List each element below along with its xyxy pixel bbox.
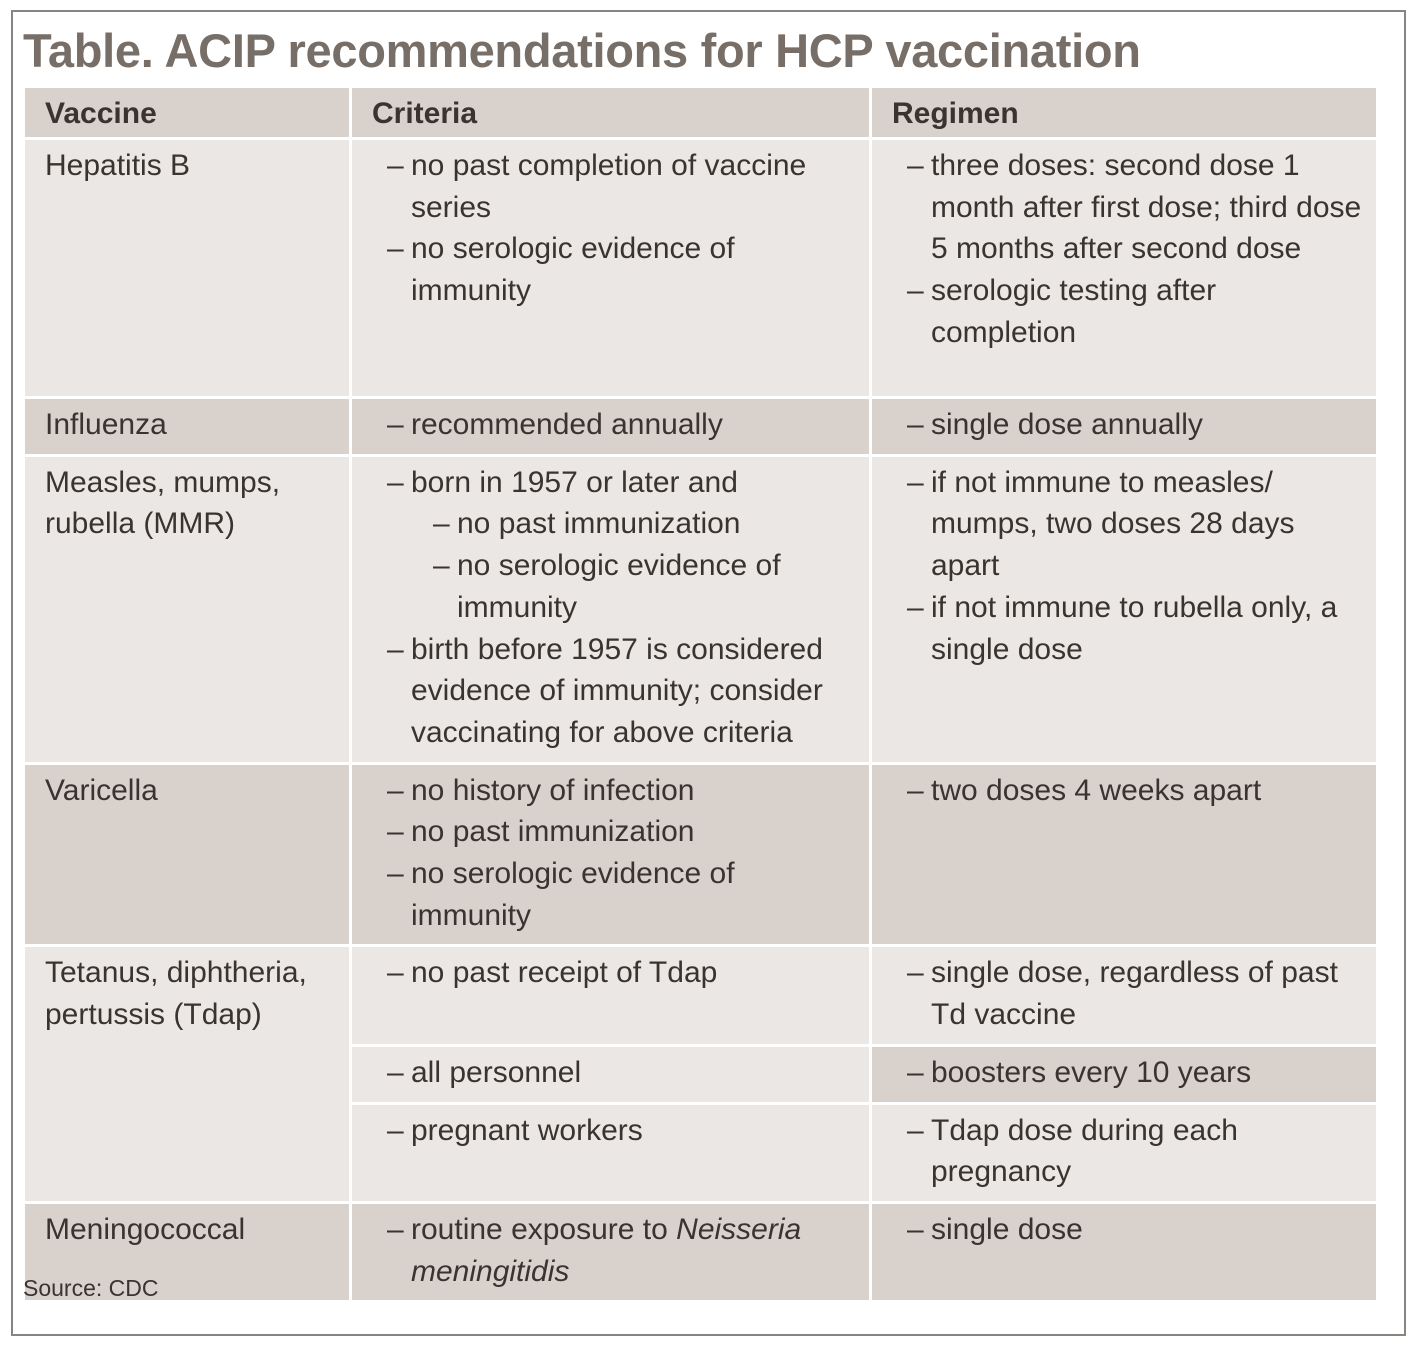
table-row [24,946,1378,1045]
list-item: – three doses: second dose 1 month after first dose; third dose 5 months after second dose [907,145,1366,270]
source-note: Source: CDC [23,1275,159,1301]
list-item: – no serologic evidence of immunity [387,853,859,936]
table-title: Table. ACIP recommendations for HCP vaccination [23,24,1141,77]
criteria-text: routine exposure to [411,1212,677,1246]
list-item: – serologic testing after completion [907,270,1366,353]
criteria-cell [351,1103,871,1202]
table-row [24,398,1378,456]
criteria-cell [351,139,871,398]
regimen-cell [871,1103,1378,1202]
list-item: – no past immunization [387,811,859,853]
criteria-cell [351,1202,871,1301]
criteria-cell [351,398,871,456]
vaccine-cell: Varicella [24,763,351,946]
criteria-cell [351,455,871,763]
header-row [24,87,1378,139]
list-item: – no past completion of vaccine series [387,145,859,228]
list-item: – single dose annually [907,404,1366,446]
list-item: – two doses 4 weeks apart [907,770,1366,812]
table-row [24,139,1378,398]
table-row [24,455,1378,763]
list-item: – no history of infection [387,770,859,812]
list-item: – born in 1957 or later and [387,462,859,504]
table-row [24,763,1378,946]
list-item: – no past receipt of Tdap [387,952,859,994]
list-item: – no serologic evidence of immunity [433,545,859,628]
list-item: – single dose, regardless of past Td vaccine [907,952,1366,1035]
list-item: – birth before 1957 is considered evidence of immunity; consider vaccinating for above criteria [387,629,859,754]
list-item [387,1209,859,1292]
list-item: – Tdap dose during each pregnancy [907,1110,1366,1193]
regimen-cell [871,455,1378,763]
regimen-cell [871,1045,1378,1103]
organism-name: Neisseria meningitidis [411,1212,802,1288]
list-item: – pregnant workers [387,1110,859,1152]
list-item: – single dose [907,1209,1366,1251]
list-item: – recommended annually [387,404,859,446]
vaccine-cell: Tetanus, diphtheria, pertussis (Tdap) [24,946,351,1203]
regimen-cell [871,946,1378,1045]
vaccine-cell: Measles, mumps, rubella (MMR) [24,455,351,763]
criteria-cell [351,1045,871,1103]
list-item: – no serologic evidence of immunity [387,228,859,311]
list-item: – boosters every 10 years [907,1052,1366,1094]
vaccination-table [22,85,1379,1303]
criteria-cell [351,763,871,946]
list-item: – no past immunization [433,503,859,545]
vaccine-cell: Hepatitis B [24,139,351,398]
header-criteria: Criteria [351,87,871,139]
vaccine-cell: Influenza [24,398,351,456]
regimen-cell [871,398,1378,456]
regimen-cell [871,139,1378,398]
list-item: – if not immune to rubella only, a single dose [907,587,1366,670]
table-row [24,1202,1378,1301]
list-item: – all personnel [387,1052,859,1094]
header-vaccine: Vaccine [24,87,351,139]
criteria-cell [351,946,871,1045]
list-item: – if not immune to measles/ mumps, two doses 28 days apart [907,462,1366,587]
header-regimen: Regimen [871,87,1378,139]
regimen-cell [871,763,1378,946]
vaccine-cell: Meningococcal [24,1202,351,1301]
regimen-cell [871,1202,1378,1301]
